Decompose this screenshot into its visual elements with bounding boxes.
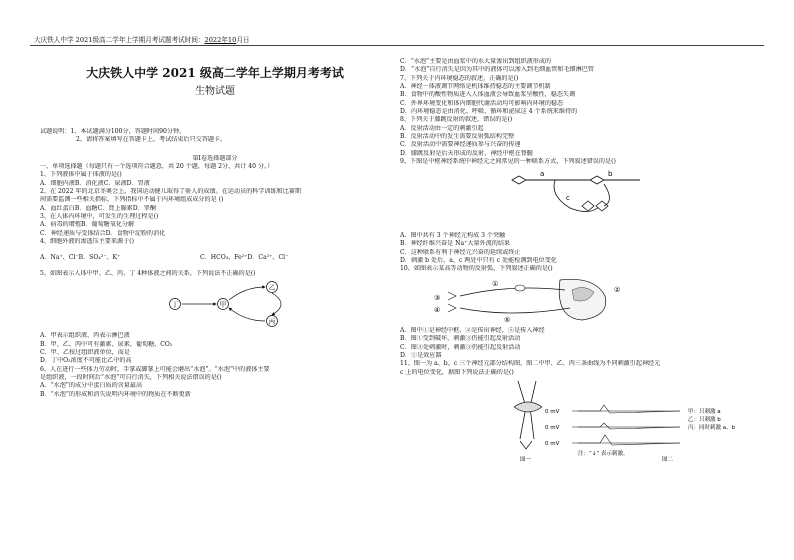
q10-reflex-arc-diagram <box>400 274 760 324</box>
label-a: a <box>540 170 545 179</box>
q5-diagram <box>40 279 390 329</box>
synapse-knob <box>590 176 604 184</box>
left-column <box>40 128 390 399</box>
caption-figure-2: 图二 <box>662 456 674 463</box>
question-line: B．食物中的酸性物质进入人体血液会导致血浆呈酸性，稳态失调 <box>400 91 576 99</box>
q4-option-ab: A．Na⁺、Cl⁻B．SO₄²⁻、K⁺ <box>40 254 121 262</box>
q4-options <box>40 246 390 270</box>
caption-figure-1: 图一 <box>520 456 532 463</box>
question-line: 6、人在进行一些体力劳动时，手掌或脚掌上可能会磨出“水泡”。“水泡”中的液体主要 <box>40 365 270 373</box>
arrow-yi-bing <box>272 293 281 315</box>
arrow-jia-yi <box>229 287 265 300</box>
neuron-terminal <box>520 441 532 449</box>
question-line: 11、图一为 a、b、c 三个神经元部分结构图，图二中甲、乙、丙三条曲线为不同刺激引起神经元 <box>400 360 661 368</box>
afferent-nerve <box>460 288 565 296</box>
question-line: A．甲表示组织液、丙表示淋巴液 <box>40 332 130 340</box>
question-line: A．图中①是神经中枢，②是传出神经，⑤是传入神经 <box>400 326 545 334</box>
trace-jia <box>578 405 680 413</box>
question-line: C．反射活动中需要神经递质参与兴奋的传递 <box>400 141 521 149</box>
exam-subtitle: 生物试题 <box>195 86 235 97</box>
trace-yi <box>578 423 680 429</box>
question-line: A．病毒的增殖B．葡萄糖氧化分解 <box>40 221 135 229</box>
legend-yi: 乙：只刺激 b <box>688 416 721 423</box>
legend-jia: 甲：只刺激 a <box>688 408 721 415</box>
question-line: 4、细胞外液的渗透压主要来源于() <box>40 238 134 246</box>
question-line: 5、如图表示人体中甲、乙、丙、丁 4种体液之间的关系，下列说法不正确的是() <box>40 270 256 278</box>
question-line: C．甲、乙按过组织液单位，而是 <box>40 348 130 356</box>
question-line: 3、在人体内环境中，可发生的生理过程是() <box>40 213 159 221</box>
question-line: C．图③处刺激时，刺激③仍能引起反射活动 <box>400 343 521 351</box>
tick-label: 0 mV <box>545 424 560 431</box>
question-line: C．“水泡”主要是由血浆中的水大量渗出到组织液形成的 <box>400 58 552 65</box>
return-axon <box>604 184 610 206</box>
header-year: 2022年 <box>204 36 228 44</box>
question-line: A．图中共有 3 个神经元构成 3 个突触 <box>400 231 506 239</box>
label-2: ② <box>614 285 621 294</box>
question-line: 间需要监测一些相关指标，下列指标中不属于内环境组成成分的是 () <box>40 196 224 204</box>
question-line: C．神经递质与受体结合D．食物中淀粉的消化 <box>40 229 166 237</box>
synapse-knob <box>512 176 526 184</box>
question-line: 7、下列关于内环境稳态的叙述，正确的是() <box>400 74 519 82</box>
q11-diagram <box>400 377 760 463</box>
question-line: A．“水泡”的成分中蛋白质的含量最高 <box>40 382 143 390</box>
question-line: D．丁中O₂浓度不可能比乙中的高 <box>40 357 132 365</box>
tick-label: 0 mV <box>545 440 560 447</box>
label-c: c <box>566 194 570 203</box>
efferent-nerve <box>460 308 570 313</box>
label-3: ③ <box>434 293 441 302</box>
question-line: 10、如图表示某高等动物的反射弧，下列叙述正确的是() <box>400 265 553 273</box>
question-line: D．①是效应器 <box>400 351 442 359</box>
question-line: A．反射活动由一定的刺激引起 <box>400 124 484 132</box>
question-line: 9、下图是中枢神经系统中神经元之间常见的一种联系方式，下列叙述错误的是() <box>400 158 616 166</box>
node-ding-label: 丁 <box>171 300 179 309</box>
node-jia-label: 甲 <box>219 300 227 309</box>
question-line: 是组织液，一段时间后“水泡”可自行消失，下列相关说法错误的是() <box>40 373 222 381</box>
question-line: B．神经纤维兴奋是 Na⁺大量外流的结果 <box>400 240 511 248</box>
question-line: 2、在 2022 年的北京冬奥会上，我国运动健儿取得了骄人的成绩。在运动员的科学训练和比赛期 <box>40 188 301 196</box>
instruction-line: 2、请将答案填写在答题卡上，考试结束后只交答题卡。 <box>76 136 227 144</box>
question-line: 8、下列关于膝跳反射的叙述，错误的是() <box>400 116 513 124</box>
ganglion <box>515 285 525 291</box>
label-4: ④ <box>434 305 441 314</box>
arrow-bing-jia <box>229 308 265 321</box>
synapse-knob <box>596 201 608 211</box>
question-line: A．血红蛋白B．血糖C．肾上腺素D．睾酮 <box>40 204 156 212</box>
question-line: A．细胞内液B．消化液C．尿液D．胃液 <box>40 179 150 187</box>
question-line: c 上的电位变化，据图下列说法正确的是() <box>400 368 514 376</box>
tick-label: 0 mV <box>545 408 560 415</box>
header-rule <box>30 45 764 46</box>
instruction-line: 试题说明：1、本试题满分100分，答题时间90分钟。 <box>40 128 186 135</box>
question-line: C．这种联系有利于神经元兴奋的延续或终止 <box>400 248 521 256</box>
question-line: B．“水泡”的形成和消失说明内环境中的物质在不断更新 <box>40 390 191 398</box>
q4-option-cd: C．HCO₃、Fe²⁺D．Ca²⁺、Cl⁻ <box>200 254 289 262</box>
label-b: b <box>608 170 613 179</box>
question-line: 1、下列液体中属于体液的是() <box>40 171 122 179</box>
label-5: ⑤ <box>504 315 511 324</box>
synapse-knob <box>582 201 594 211</box>
question-line: A．神经－体液调节网络是机体维持稳态的主要调节机制 <box>400 83 551 91</box>
header-month: 10 <box>227 36 237 44</box>
label-1: ① <box>492 279 499 288</box>
right-column <box>400 58 760 466</box>
part1-title: 第Ⅰ卷选择题部分 <box>192 154 238 162</box>
exam-title: 大庆铁人中学 2021 级高二学年上学期月考考试 <box>86 66 344 80</box>
neuron-c-body <box>514 402 542 412</box>
node-bing-label: 丙 <box>268 317 276 326</box>
node-yi-label: 乙 <box>268 283 276 292</box>
question-line: B．反射活动中的发生需要反射弧结构完整 <box>400 133 515 141</box>
exam-header <box>34 34 250 44</box>
question-line: B．甲、乙、丙中可有激素、尿素、葡萄糖、CO₂ <box>40 340 173 348</box>
legend-bing: 丙：同时刺激 a、b <box>688 424 736 431</box>
header-day: 月日 <box>236 36 250 44</box>
receptor-effector <box>448 292 456 312</box>
question-line: D．膝跳反射是后天形成的反射，神经中枢在脊髓 <box>400 149 533 157</box>
part1-intro: 一、单项选择题（每题只有一个选项符合题意，共 20 个题，每题 2分，共计 40 分。） <box>40 163 274 171</box>
question-line: D．内环境稳态是由消化、呼吸、循环和泌尿这 4 个系统来维持的 <box>400 108 578 116</box>
question-line: C．外界环境变化和体内细胞代谢活动均可影响内环境的稳态 <box>400 99 564 107</box>
question-line: D．刺激 b 处后，a、c 两处中只有 c 处能检测到电位变化 <box>400 256 557 264</box>
trace-bing <box>578 435 680 445</box>
question-line: B．图①受到破坏，刺激③仍能引起反射活动 <box>400 335 521 343</box>
q9-neuron-diagram <box>400 166 760 228</box>
stimulus-note: 注：“↓” 表示刺激。 <box>578 450 629 457</box>
header-prefix: 大庆铁人中学 2021级高二学年上学期月考试题考试时间： <box>34 36 205 44</box>
question-line: D．“水泡”自行消失是因为其中的液体可以渗入到毛细血管和毛细淋巴管 <box>400 66 594 74</box>
